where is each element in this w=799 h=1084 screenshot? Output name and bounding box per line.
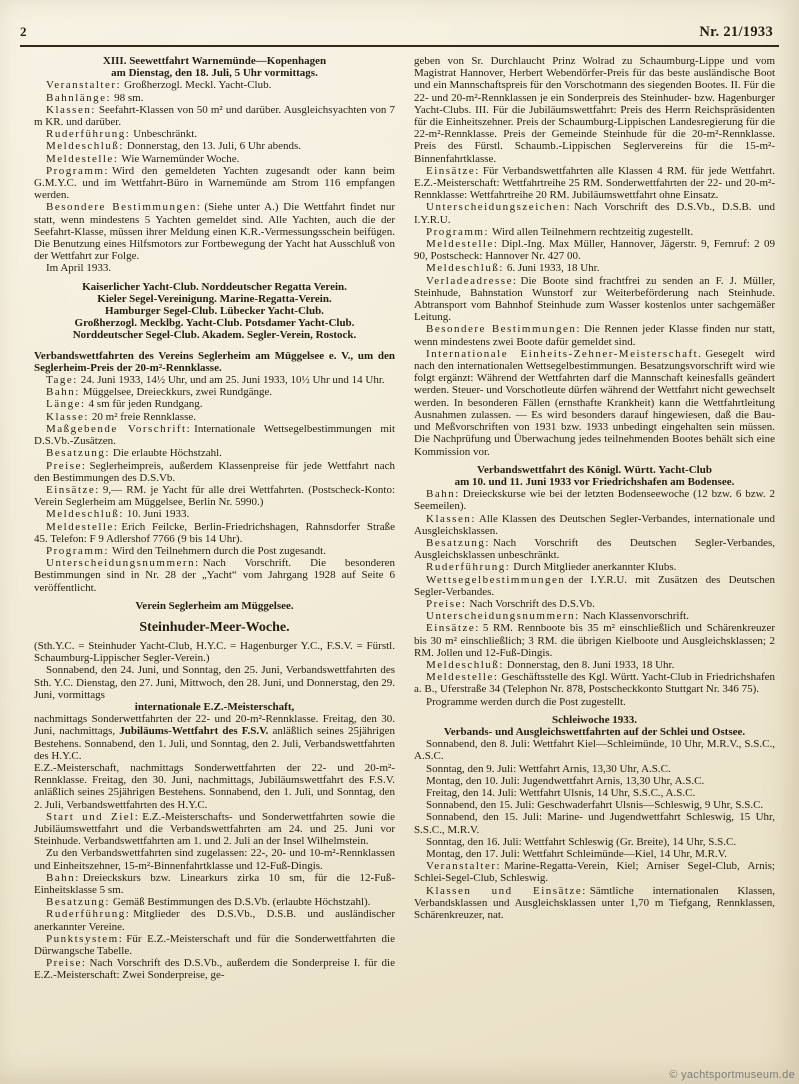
text-run: Programme werden durch die Post zugestellt. xyxy=(426,695,626,708)
text-run: Sonnabend, den 15. Juli: Marine- und Jugendwettfahrt Schleswig, 15 Uhr, S.S.C., M.R.V. xyxy=(414,811,775,836)
centered-bold-line xyxy=(34,293,395,305)
centered-bold-line xyxy=(34,329,395,341)
text-run: am 10. und 11. Juni 1933 vor Friedrichshafen am Bodensee. xyxy=(454,475,735,488)
text-run: Verein Seglerheim am Müggelsee. xyxy=(135,599,294,612)
paragraph xyxy=(414,513,775,537)
text-run: Zu den Verbandswettfahrten sind zugelassen: 22-, 20- und 10-m²-Rennklassen und Einheitszehner, 15-m²-Binnenfahrtklasse und 12-Fuß-Dingis. xyxy=(34,847,395,872)
text-run: 20 m² freie Rennklasse. xyxy=(91,410,196,423)
paragraph xyxy=(34,128,395,140)
spaced-label: Meldestelle: xyxy=(426,238,499,251)
spacer xyxy=(34,342,395,348)
spaced-label: Bahn: xyxy=(426,488,460,501)
paragraph xyxy=(414,598,775,610)
text-run: Verbandswettfahrten des Vereins Seglerheim am Müggelsee e. V., um den Seglerheim-Preis der 20-m²-Rennklasse. xyxy=(34,349,395,374)
text-run: Mitglieder des D.S.Vb., D.S.B. und ausländischer anerkannter Vereine. xyxy=(34,908,395,933)
spaced-label: Meldeschluß: xyxy=(426,658,504,671)
paragraph xyxy=(34,872,395,896)
paragraph xyxy=(34,713,395,762)
paragraph xyxy=(414,275,775,324)
text-run: Kieler Segel-Vereinigung. Marine-Regatta-Verein. xyxy=(97,292,332,305)
text-run: Großherzogl. Mecklbg. Yacht-Club. Potsdamer Yacht-Club. xyxy=(74,317,355,330)
paragraph xyxy=(414,848,775,860)
text-run: Für Verbandswettfahrten alle Klassen 4 RM. für jede Wettfahrt. E.Z.-Meisterschaft: Wettfahrtreihe 25 RM. Sonderwettfahrten der 22- und 20-m²-Rennklasse: Wettfahrtreihe 20 RM. Jubiläumswettfahrt ohne Einsatz. xyxy=(414,164,775,202)
text-run: Sämtliche internationalen Klassen, Verbandsklassen und Ausgleichsklassen unter 1,70 m Tiefgang, Rennklassen, Schärenkreuzer, nat. xyxy=(414,884,775,922)
text-run: Alle Klassen des Deutschen Segler-Verbandes, internationale und Ausgleichsklassen. xyxy=(414,512,775,537)
spaced-label: Klassen und Einsätze: xyxy=(426,884,587,897)
spaced-label: Internationale Einheits-Zehner-Meisterschaft. xyxy=(426,347,703,360)
paragraph xyxy=(414,348,775,458)
spaced-label: Maßgebende Vorschrift: xyxy=(46,422,192,435)
spaced-label: Programm: xyxy=(46,544,109,557)
text-run: Müggelsee, Dreieckkurs, zwei Rundgänge. xyxy=(82,386,273,399)
paragraph xyxy=(414,238,775,262)
paragraph xyxy=(414,738,775,762)
spaced-label: Unterscheidungszeichen: xyxy=(426,201,572,214)
centered-bold-line xyxy=(34,317,395,329)
paragraph xyxy=(34,640,395,664)
text-run: 6. Juni 1933, 18 Uhr. xyxy=(506,262,600,275)
spaced-label: Verladeadresse: xyxy=(426,274,518,287)
spaced-label: Veranstalter: xyxy=(426,860,502,873)
paragraph xyxy=(34,908,395,932)
text-run: Kaiserlicher Yacht-Club. Norddeutscher Regatta Verein. xyxy=(82,280,347,293)
spaced-label: Wettsegelbestimmungen xyxy=(426,573,566,586)
text-run: 5 RM. Rennboote bis 35 m² einschließlich und Schärenkreuzer bis 30 m² einschließlich; 3 RM. die übrigen Kielboote und Ausgleichsklassen; 2 RM. Jollen und 12-Fuß-Dingis. xyxy=(414,622,775,659)
spaced-label: Programm: xyxy=(426,225,489,238)
paragraph xyxy=(34,847,395,871)
text-run: Wie Warnemünder Woche. xyxy=(121,152,240,165)
spaced-label: Bahn: xyxy=(46,386,80,399)
spaced-label: Preise: xyxy=(46,957,87,970)
text-run: Nach Vorschrift des D.S.Vb., außerdem die Sonderpreise I. für die E.Z.-Meisterschaft: Zwei Sonderpreise, ge- xyxy=(34,957,395,982)
text-run: (Sth.Y.C. = Steinhuder Yacht-Club, H.Y.C. = Hagenburger Y.C., F.S.V. = Fürstl. Schaumburg-Lippischer Segler-Verein.) xyxy=(34,639,395,665)
text-run: Wird den gemeldeten Yachten zugesandt oder kann beim G.M.Y.C. und im Wettfahrt-Büro in Warnemünde am Strom 116 empfangen werden. xyxy=(34,164,395,202)
paragraph xyxy=(34,92,395,104)
text-run: Wird allen Teilnehmern rechtzeitig zugestellt. xyxy=(492,225,694,238)
paragraph xyxy=(414,226,775,238)
section-heading xyxy=(414,476,775,488)
paragraph xyxy=(414,262,775,274)
text-run: Sonntag, den 9. Juli: Wettfahrt Arnis, 13,30 Uhr, A.S.C. xyxy=(426,762,671,775)
paragraph xyxy=(414,537,775,561)
text-run: Nach Vorschrift. Die besonderen Bestimmungen sind in Nr. 28 der „Yacht“ vom Jahrgang 1928 auf Seite 6 veröffentlicht. xyxy=(34,557,395,594)
paragraph xyxy=(414,55,775,165)
text-run: Nach Vorschrift des D.S.Vb. xyxy=(469,597,595,610)
text-run: Gesegelt wird nach den internationalen Wettsegelbestimmungen. Besatzungsvorschrift wird wie folgt ergänzt: Während der Wettfahrten darf die Mannschaft keinesfalls geändert werden. Steuer- und Vorschotleute dürfen während der Wettfahrt nicht gewechselt werden. In besonderen Fällen (ernsthafte Krankheit) kann die Wettfahrtleitung Ausnahmen zulassen. — Es wird besonders darauf hingewiesen, daß die Bau- und Meßvorschriften von 1931 bzw. 1933 unbedingt eingehalten sein müssen. Die Nachprüfung und Überwachung jedes teilnehmenden Bootes behält sich eine Kommission vor. xyxy=(414,347,775,458)
text-run: Dreieckskurs bzw. Linearkurs zirka 10 sm, für die 12-Fuß-Einheitsklasse 5 sm. xyxy=(34,871,395,896)
paragraph xyxy=(414,622,775,659)
text-run: Schleiwoche 1933. xyxy=(552,713,637,726)
left-column xyxy=(34,55,395,982)
text-run: Geschäftsstelle des Kgl. Württ. Yacht-Club in Friedrichshafen a. B., Uferstraße 34 (Telephon Nr. 878, Postscheckkonto Stuttgart Nr. 346 75). xyxy=(414,671,775,696)
text-run: Montag, den 10. Juli: Jugendwettfahrt Arnis, 13,30 Uhr, A.S.C. xyxy=(426,774,705,787)
spaced-label: Unterscheidungsnummern: xyxy=(46,557,200,570)
paragraph xyxy=(414,659,775,671)
right-column xyxy=(414,55,775,921)
spaced-label: Ruderführung: xyxy=(46,128,131,141)
paragraph xyxy=(34,153,395,165)
text-run: Montag, den 17. Juli: Wettfahrt Schleimünde—Kiel, 14 Uhr, M.R.V. xyxy=(426,848,728,860)
text-run: Die Rennen jeder Klasse finden nur statt, wenn mindestens zwei Boote dafür gemeldet sind. xyxy=(414,323,776,348)
paragraph xyxy=(414,763,775,775)
spaced-label: Bahn: xyxy=(46,871,80,884)
paragraph xyxy=(34,933,395,957)
spaced-label: Preise: xyxy=(46,459,87,472)
bold-paragraph xyxy=(34,350,395,374)
spaced-label: Programm: xyxy=(46,164,109,177)
paragraph xyxy=(414,860,775,884)
spaced-label: Klasse: xyxy=(46,410,89,423)
paragraph xyxy=(34,484,395,508)
text-run: Sonntag, den 16. Juli: Wettfahrt Schleswig (Gr. Breite), 14 Uhr, S.S.C. xyxy=(426,835,737,848)
text-run: Verbandswettfahrt des Königl. Württ. Yacht-Club xyxy=(477,463,712,476)
content-columns xyxy=(0,47,799,982)
paragraph xyxy=(414,885,775,922)
text-run: Erich Feilcke, Berlin-Friedrichshagen, Rahnsdorfer Straße 45. Telefon: F 9 Adlershof 7766 (9 bis 14 Uhr). xyxy=(34,520,395,545)
spaced-label: Veranstalter: xyxy=(46,79,122,92)
text-run: Sonnabend, den 8. Juli: Wettfahrt Kiel—Schleimünde, 10 Uhr, M.R.V., S.S.C., A.S.C. xyxy=(414,738,775,763)
paragraph xyxy=(34,896,395,908)
spaced-label: Meldeschluß: xyxy=(46,508,124,521)
spaced-label: Punktsystem: xyxy=(46,932,124,945)
text-run: 10. Juni 1933. xyxy=(126,508,190,521)
text-run: Nach Vorschrift des D.S.Vb., D.S.B. und I.Y.R.U. xyxy=(414,201,775,226)
section-heading xyxy=(34,67,395,79)
paragraph xyxy=(34,262,395,274)
paragraph xyxy=(414,610,775,622)
spaced-label: Start und Ziel: xyxy=(46,810,140,823)
text-run: Sonnabend, den 24. Juni, und Sonntag, den 25. Juni, Verbandswettfahrten des Sth. Y.C. Dienstag, den 27. Juni, Mittwoch, den 28. Juni, und Donnerstag, den 29. Juni, vormittags xyxy=(34,664,395,701)
paragraph xyxy=(414,671,775,695)
text-run: XIII. Seewettfahrt Warnemünde—Kopenhagen xyxy=(102,55,327,67)
text-run: Für E.Z.-Meisterschaft und für die Sonderwettfahrten die Dürwangsche Tabelle. xyxy=(34,932,395,958)
page-number: 2 xyxy=(20,24,27,39)
text-run: am Dienstag, den 18. Juli, 5 Uhr vormittags. xyxy=(111,67,318,80)
paragraph xyxy=(414,836,775,848)
text-run: Marine-Regatta-Verein, Kiel; Arniser Segel-Club, Arnis; Schlei-Segel-Club, Schleswig. xyxy=(414,860,775,885)
paragraph xyxy=(34,508,395,520)
paragraph xyxy=(34,811,395,848)
section-heading xyxy=(414,714,775,726)
paragraph xyxy=(34,104,395,128)
paragraph xyxy=(34,664,395,701)
paragraph xyxy=(34,140,395,152)
paragraph xyxy=(414,165,775,202)
spaced-label: Besondere Bestimmungen: xyxy=(46,201,202,214)
spaced-label: Klassen: xyxy=(426,512,476,525)
paragraph xyxy=(34,545,395,557)
text-run: Sonnabend, den 15. Juli: Geschwaderfahrt Ulsnis—Schleswig, 9 Uhr, S.S.C. xyxy=(426,799,764,812)
spaced-label: Klassen: xyxy=(46,103,96,116)
text-run: Gemäß Bestimmungen des D.S.Vb. (erlaubte Höchstzahl). xyxy=(112,896,371,909)
bold-inline-text: Jubiläums-Wettfahrt des F.S.V. xyxy=(119,725,269,738)
spaced-label: Besatzung: xyxy=(46,896,110,909)
paragraph xyxy=(414,323,775,347)
text-run: 24. Juni 1933, 14½ Uhr, und am 25. Juni 1933, 10½ Uhr und 14 Uhr. xyxy=(80,374,385,387)
paragraph xyxy=(34,762,395,811)
text-run: Im April 1933. xyxy=(46,262,112,275)
centered-bold-line xyxy=(34,281,395,293)
section-heading xyxy=(414,726,775,738)
spaced-label: Preise: xyxy=(426,597,467,610)
spaced-label: Länge: xyxy=(46,398,86,411)
spaced-label: Einsätze: xyxy=(426,622,480,635)
spaced-label: Meldestelle: xyxy=(46,520,119,533)
text-run: Dreieckskurse wie bei der letzten Bodenseewoche (12 bzw. 6 bzw. 2 Seemeilen). xyxy=(414,488,775,513)
spaced-label: Ruderführung: xyxy=(426,561,511,574)
paragraph xyxy=(34,423,395,447)
paragraph xyxy=(414,696,775,708)
text-run: Dipl.-Ing. Max Müller, Hannover, Jägerstr. 9, Fernruf: 2 09 90, Postscheck: Hannover Nr. 427 00. xyxy=(414,238,775,263)
paragraph xyxy=(34,521,395,545)
text-run: Die erlaubte Höchstzahl. xyxy=(112,447,222,460)
section-heading xyxy=(414,464,775,476)
paragraph xyxy=(414,574,775,598)
text-run: E.Z.-Meisterschaft, nachmittags Sonderwettfahrten der 22- und 20-m²-Rennklasse. Freitag, den 30. Juni, nachmittags, Jubiläumswettfahrt des F.S.V. anläßlich seines 25jährigen Bestehens. Sonnabend, den 1. Juli, und Sonntag, den 2. Juli, Verbandswettfahrten des H.Y.C. xyxy=(34,761,395,811)
paragraph xyxy=(414,201,775,225)
text-run: der I.Y.R.U. mit Zusätzen des Deutschen Segler-Verbandes. xyxy=(414,573,775,598)
paragraph xyxy=(34,201,395,262)
paragraph xyxy=(34,957,395,981)
paragraph xyxy=(34,386,395,398)
paragraph xyxy=(414,775,775,787)
spaced-label: Meldeschluß: xyxy=(426,262,504,275)
text-run: anläßlich seines 25jährigen Bestehens. Sonnabend, den 1. Juli, und Sonntag, den 2. Juli, Verbandswettfahrten des H.Y.C. xyxy=(34,725,395,762)
text-run: Nach Vorschrift des Deutschen Segler-Verbandes, Ausgleichsklassen unbeschränkt. xyxy=(414,536,775,562)
centered-bold-line xyxy=(34,305,395,317)
text-run: Großherzogl. Meckl. Yacht-Club. xyxy=(124,79,272,92)
text-run: internationale E.Z.-Meisterschaft, xyxy=(134,700,295,713)
text-run: Verbands- und Ausgleichswettfahrten auf der Schlei und Ostsee. xyxy=(443,725,746,738)
spaced-label: Meldeschluß: xyxy=(46,140,124,153)
text-run: Donnerstag, den 8. Juni 1933, 18 Uhr. xyxy=(506,658,675,671)
paragraph xyxy=(34,557,395,594)
spaced-label: Unterscheidungsnummern: xyxy=(426,610,580,623)
text-run: Unbeschränkt. xyxy=(133,128,198,141)
text-run: Hamburger Segel-Club. Lübecker Yacht-Club. xyxy=(105,305,324,318)
spaced-label: Tage: xyxy=(46,374,78,387)
centered-bold-line xyxy=(34,600,395,612)
text-run: Norddeutscher Segel-Club. Akadem. Segler-Verein, Rostock. xyxy=(72,329,357,342)
watermark: © yachtsportmuseum.de xyxy=(669,1069,795,1081)
paragraph xyxy=(414,811,775,835)
spaced-label: Ruderführung: xyxy=(46,908,131,921)
paragraph xyxy=(34,398,395,410)
paragraph xyxy=(34,165,395,202)
paragraph xyxy=(34,460,395,484)
spaced-label: Bahnlänge: xyxy=(46,91,112,104)
paragraph xyxy=(34,411,395,423)
paragraph xyxy=(34,79,395,91)
text-run: Wird den Teilnehmern durch die Post zugesandt. xyxy=(112,544,326,557)
text-run: Seglerheimpreis, außerdem Klassenpreise für jede Wettfahrt nach den Bestimmungen des D.S.Vb. xyxy=(34,459,395,484)
paragraph xyxy=(414,488,775,512)
text-run: nachmittags Sonderwettfahrten der 22- und 20-m²-Rennklasse. Freitag, den 30. Juni, nachmittags, xyxy=(34,713,395,738)
text-run: Durch Mitglieder anerkannter Klubs. xyxy=(513,561,677,574)
text-run: (Siehe unter A.) Die Wettfahrt findet nur statt, wenn mindestens 5 Yachten gemeldet sind. Alle Yachten, auch die der Seefahrt-Klasse, müssen ihrer Meldung einen K.R.-Vermessungsschein beifügen. Die Benutzung eines Hilfsmotors zur Fortbewegung der Yacht hat Ausschluß von der Wettfahrt zur Folge. xyxy=(34,201,395,263)
section-title-large xyxy=(34,620,395,636)
page-header xyxy=(0,0,799,43)
text-run: Steinhuder-Meer-Woche. xyxy=(139,619,290,635)
text-run: 4 sm für jeden Rundgang. xyxy=(88,398,203,411)
text-run: Donnerstag, den 13. Juli, 6 Uhr abends. xyxy=(126,140,302,153)
spaced-label: Meldestelle: xyxy=(426,671,499,684)
paragraph xyxy=(34,447,395,459)
section-heading xyxy=(34,55,395,67)
text-run: Nach Klassenvorschrift. xyxy=(582,610,689,623)
spaced-label: Einsätze: xyxy=(46,483,100,496)
text-run: geben von Sr. Durchlaucht Prinz Wolrad zu Schaumburg-Lippe und vom Magistrat Hannover, Herbert Webendörfer-Preis für das beste ausländische Boot und ein Mannschaftspreis für den Vorschotmann des siegenden Bootes. II. Für die 22- und 20-m²-Rennklassen je ein Sonderpreis des Steinhuder- bzw. Hagenburger Yacht-Clubs. III. Für die Jubiläumswettfahrt: Preis des Herrn Reichspräsidenten für die Einheitszehner. Preis der Schaumburg-Lippischen Landesregierung für die 22-m²-Rennklasse. Preis der Gemeinde Steinhude für die 20-m²-Rennklasse. Preis des Fürstl. Schaumb.-Lippischen Seglervereins für die 15-m²-Binnenfahrtklasse. xyxy=(414,55,775,165)
text-run: 98 sm. xyxy=(114,91,144,104)
text-run: Freitag, den 14. Juli: Wettfahrt Ulsnis, 14 Uhr, S.S.C., A.S.C. xyxy=(426,786,696,799)
spaced-label: Besatzung: xyxy=(46,447,110,460)
text-run: E.Z.-Meisterschafts- und Sonderwettfahrten sowie die Jubiläumswettfahrt und die Verbandswettfahrten am 24. und 25. Juni vor Steinhude. Verbandswettfahrten am 1. und 2. Juli an der Insel Wilhelmstein. xyxy=(34,810,396,848)
text-run: Internationale Wettsegelbestimmungen mit D.S.Vb.-Zusätzen. xyxy=(34,422,395,448)
issue-number: Nr. 21/1933 xyxy=(699,24,773,40)
paragraph xyxy=(414,799,775,811)
text-run: 9,— RM. je Yacht für alle drei Wettfahrten. (Postscheck-Konto: Verein Seglerheim am Müggelsee, Berlin Nr. 5990.) xyxy=(34,483,395,509)
paragraph xyxy=(414,787,775,799)
paragraph xyxy=(414,561,775,573)
spaced-label: Besondere Bestimmungen: xyxy=(426,323,581,336)
spaced-label: Meldestelle: xyxy=(46,152,119,165)
centered-bold-line xyxy=(34,701,395,713)
spaced-label: Besatzung: xyxy=(426,536,490,549)
text-run: Die Boote sind frachtfrei zu senden an F. J. Müller, Steinhude, Bahnstation Wunstorf zur Weiterbeförderung nach Steinhude. Abtransport vom Bahnhof Steinhude zum Wasser kostenlos unter sachgemäßer Leitung. xyxy=(414,274,775,324)
paragraph xyxy=(34,374,395,386)
spaced-label: Einsätze: xyxy=(426,164,480,177)
text-run: Seefahrt-Klassen von 50 m² und darüber. Ausgleichsyachten von 7 m KR. und darüber. xyxy=(34,103,395,129)
